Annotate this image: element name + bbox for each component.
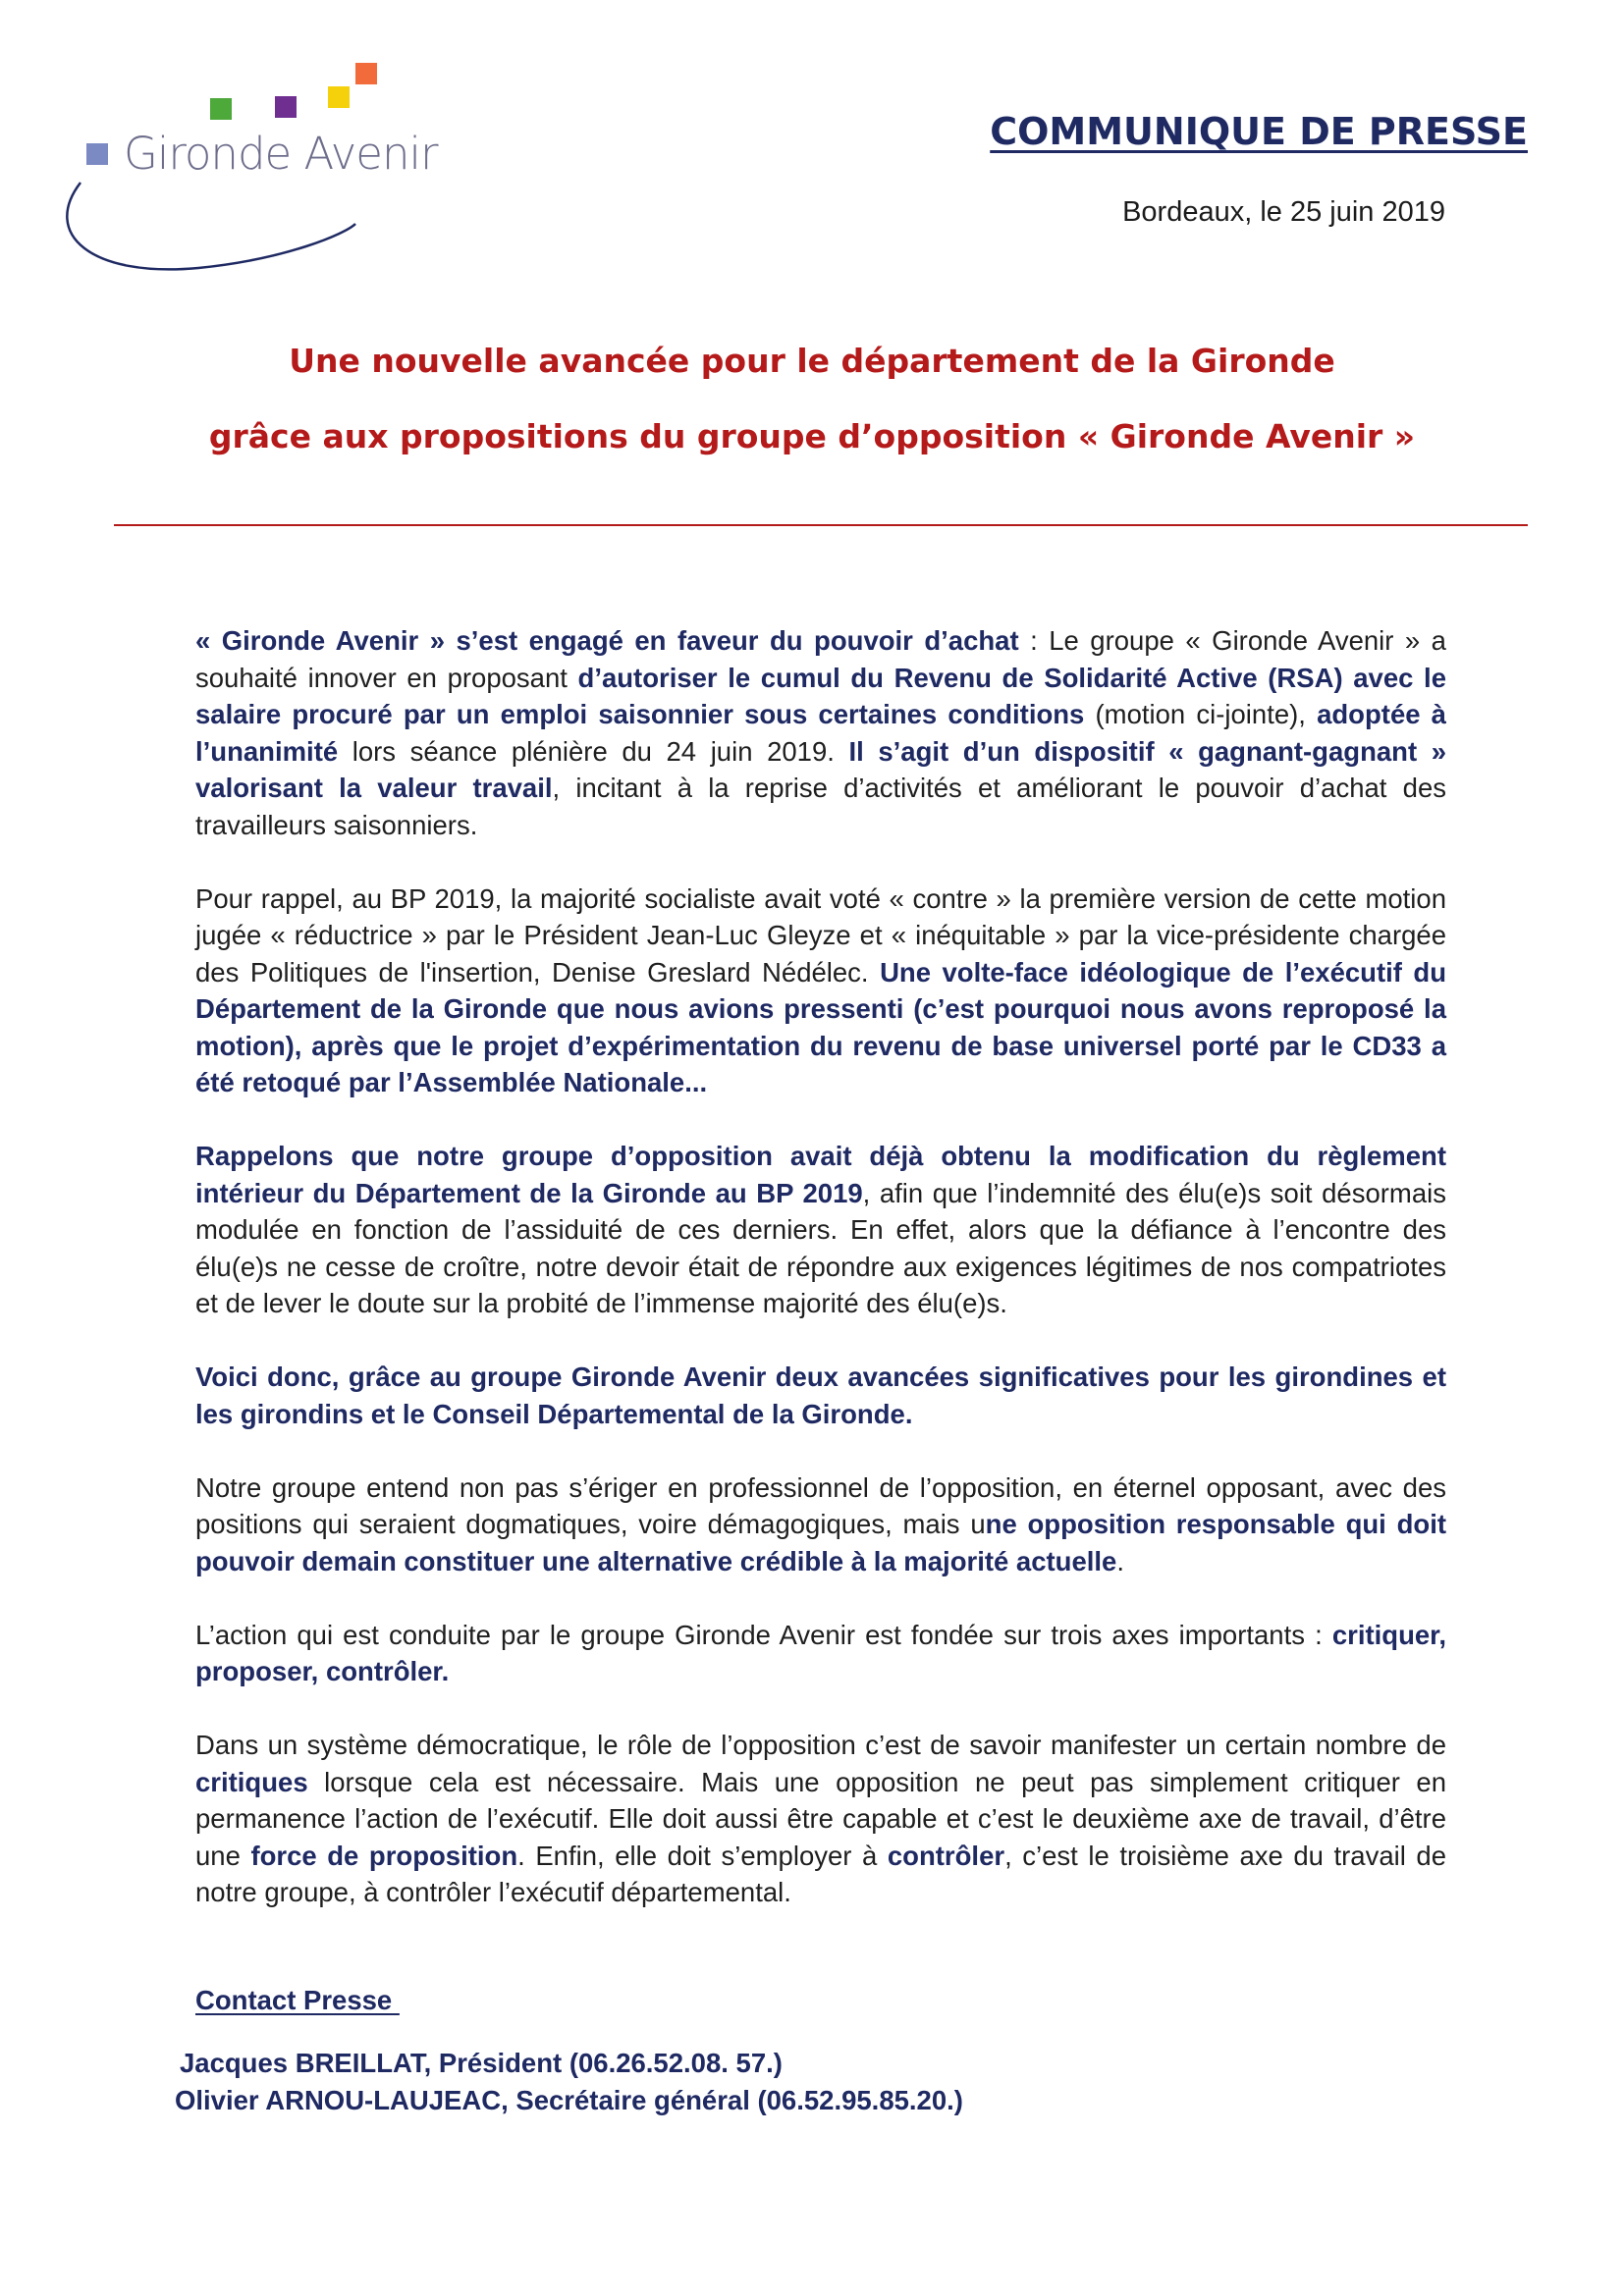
paragraph-responsible-opposition (195, 1469, 1446, 1580)
logo-square-purple (275, 96, 297, 118)
headline-line-2: grâce aux propositions du groupe d’opposition « Gironde Avenir » (208, 417, 1416, 455)
p2-text-1: Pour rappel, au BP 2019, la majorité socialiste avait voté « contre » la première version de cette motion jugée « réductrice » par le Président Jean-Luc Gleyze et « inéquitable » par la vice-présidente chargée des Politiques de l'insertion, Denise Greslard Nédélec. (195, 882, 1446, 988)
p7-bold-3: contrôler (887, 1840, 1005, 1871)
p4-bold-1: Voici donc, grâce au groupe Gironde Avenir deux avancées significatives pour les girondines et les girondins et le Conseil Départemental de la Gironde. (195, 1362, 1446, 1429)
place-date: Bordeaux, le 25 juin 2019 (1122, 196, 1445, 228)
p1-bold-1: « Gironde Avenir » s’est engagé en faveur du pouvoir d’achat (195, 625, 1019, 656)
logo-square-orange (355, 63, 377, 84)
p5-text-1: Notre groupe entend non pas s’ériger en professionnel de l’opposition, en éternel opposant, avec des positions qui seraient dogmatiques, voire démagogiques, mais u (195, 1471, 1446, 1539)
p7-bold-1: critiques (195, 1766, 308, 1797)
paragraph-reminder (195, 881, 1446, 1101)
logo-text: Gironde Avenir (124, 128, 438, 180)
press-release-body (195, 622, 1446, 1948)
gironde-avenir-logo (51, 57, 438, 281)
p3-text-1: , afin que l’indemnité des élu(e)s soit désormais modulée en fonction de l’assiduité de ces derniers. En effet, alors que la défiance à l’encontre des élu(e)s ne cesse de croître, notre devoir était de répondre aux exigences légitimes de nos compatriotes et de lever le doute sur la probité de l’immense majorité des élu(e)s. (195, 1177, 1446, 1318)
p5-text-2: . (1116, 1545, 1124, 1576)
headline-divider (114, 524, 1528, 526)
logo-square-blue (86, 143, 108, 165)
headline-line-1: Une nouvelle avancée pour le département de la Gironde (289, 342, 1335, 380)
paragraph-rules-change (195, 1138, 1446, 1322)
paragraph-three-axes (195, 1617, 1446, 1690)
logo-square-yellow (328, 86, 350, 108)
p2-bold-1: Une volte-face idéologique de l’exécutif du Département de la Gironde que nous avions pressenti (c’est pourquoi nous avons reproposé la motion), après que le projet d’expérimentation du revenu de base universel porté par le CD33 a été retoqué par l’Assemblée Nationale... (195, 956, 1446, 1097)
p7-text-1: Dans un système démocratique, le rôle de l’opposition c’est de savoir manifester un certain nombre de (195, 1730, 1446, 1760)
p7-bold-2: force de proposition (250, 1840, 518, 1871)
p6-text-1: L’action qui est conduite par le groupe Gironde Avenir est fondée sur trois axes importants : (195, 1619, 1332, 1650)
p1-bold-2: d’autoriser le cumul du Revenu de Solidarité Active (RSA) avec le salaire procuré par un emploi saisonnier sous certaines conditions (195, 662, 1446, 729)
p7-text-4: , c’est le troisième axe du travail de notre groupe, à contrôler l’exécutif départemental. (195, 1840, 1447, 1907)
p3-bold-1: Rappelons que notre groupe d’opposition avait déjà obtenu la modification du règlement intérieur du Département de la Gironde au BP 2019 (195, 1141, 1446, 1208)
paragraph-democratic-role (195, 1727, 1446, 1911)
p7-text-2: lorsque cela est nécessaire. Mais une opposition ne peut pas simplement critiquer en permanence l’action de l’exécutif. Elle doit aussi être capable et c’est le deuxième axe de travail, d’être une (195, 1766, 1446, 1871)
contact-press-title: Contact Presse (195, 1985, 400, 2015)
logo-square-green (210, 98, 232, 120)
paragraph-summary (195, 1359, 1446, 1432)
p7-text-3: . Enfin, elle doit s’employer à (517, 1840, 888, 1871)
p1-text-2: (motion ci-jointe), (1084, 699, 1318, 729)
p5-bold-1: ne opposition responsable qui doit pouvoir demain constituer une alternative crédible à la majorité actuelle (195, 1509, 1446, 1576)
logo-swoosh (67, 183, 355, 269)
p1-text-1: : Le groupe « Gironde Avenir » a souhaité innover en proposant (195, 625, 1446, 693)
p1-bold-4: Il s’agit d’un dispositif « gagnant-gagnant » valorisant la valeur travail (195, 735, 1447, 803)
contact-secretary: Olivier ARNOU-LAUJEAC, Secrétaire général (06.52.95.85.20.) (175, 2085, 963, 2115)
p1-text-3: lors séance plénière du 24 juin 2019. (338, 735, 849, 767)
p6-bold-1: critiquer, proposer, contrôler. (195, 1619, 1446, 1686)
p1-text-4: , incitant à la reprise d’activités et améliorant le pouvoir d’achat des travailleurs saisonniers. (195, 773, 1446, 840)
p1-bold-3: adoptée à l’unanimité (195, 699, 1446, 767)
paragraph-purchasing-power (195, 622, 1446, 843)
contact-president: Jacques BREILLAT, Président (06.26.52.08. 57.) (180, 2048, 783, 2078)
press-release-title: COMMUNIQUE DE PRESSE (990, 110, 1528, 153)
